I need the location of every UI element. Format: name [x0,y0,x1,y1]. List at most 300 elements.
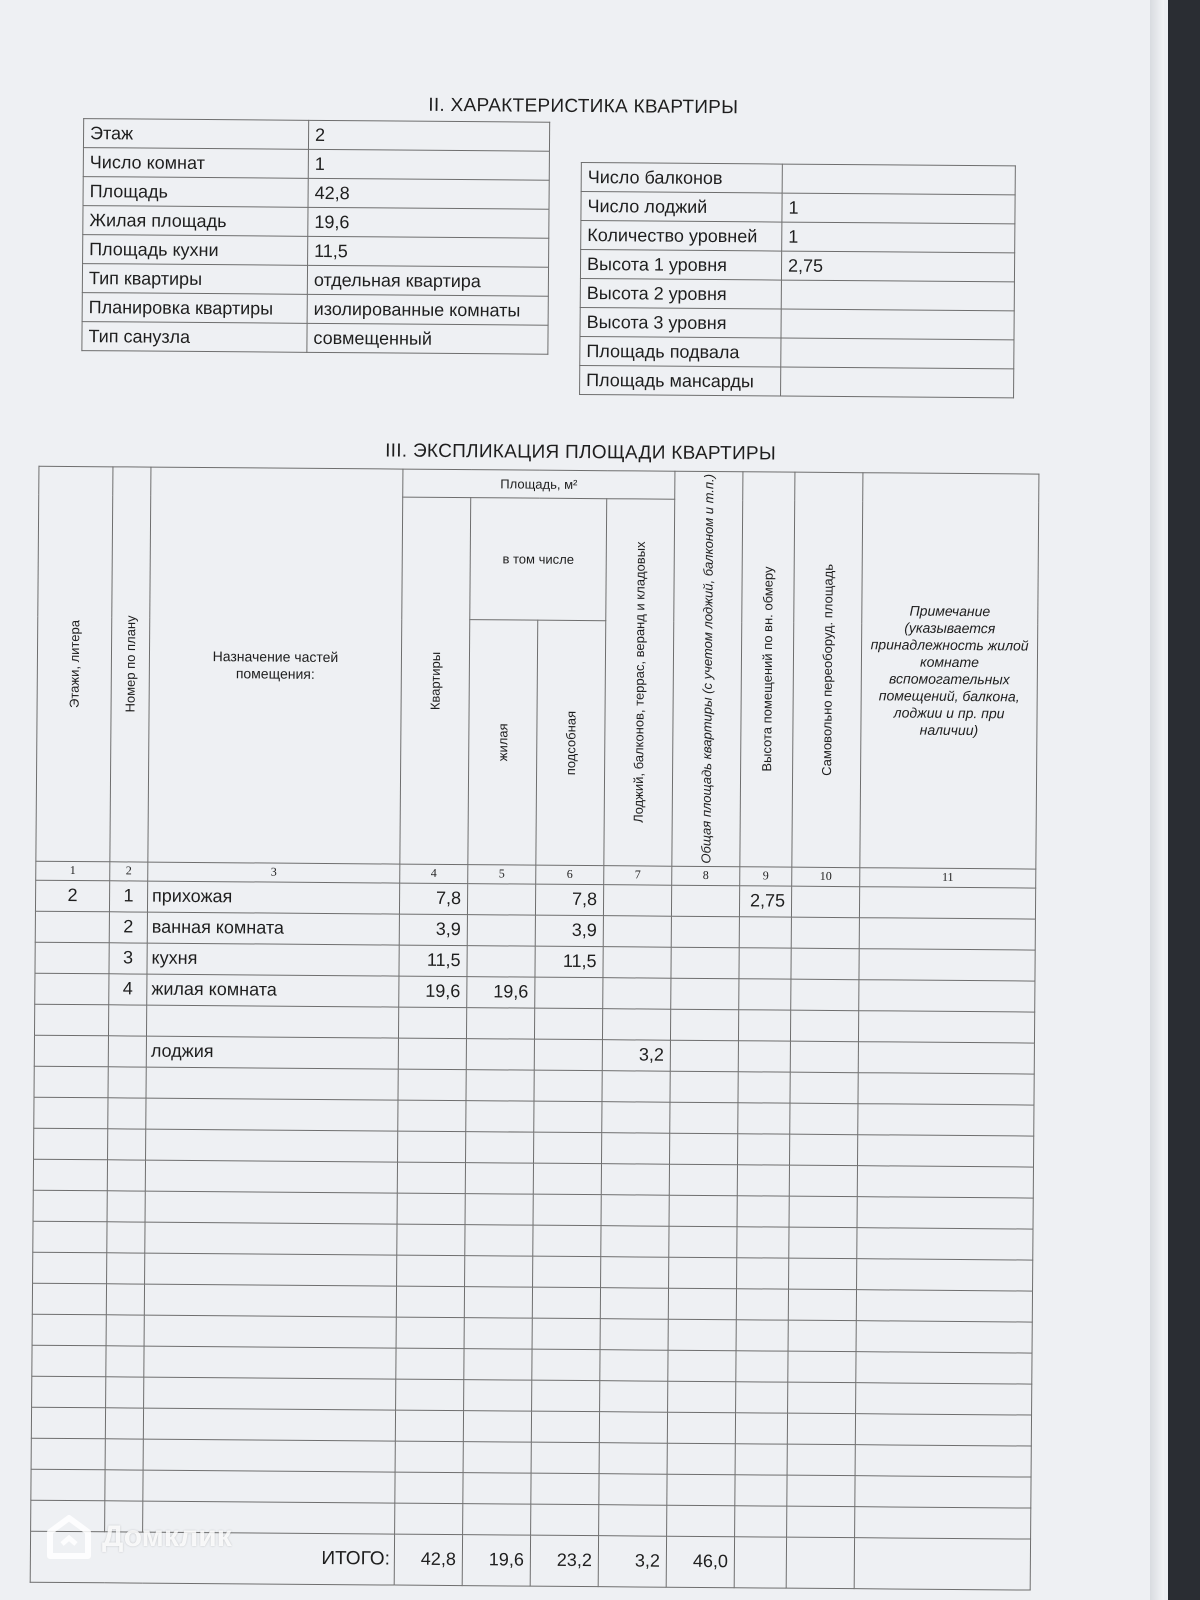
totals-label: ИТОГО: [30,1531,394,1585]
cell-note [858,1072,1034,1104]
cell-name: кухня [147,943,399,976]
cell-floor [33,1221,107,1253]
cell-aux [532,1287,600,1319]
cell-no: 2 [109,911,147,942]
cell-name: лоджия [146,1036,398,1069]
cell-loggia [600,1318,668,1350]
cell-unauth [791,917,859,949]
characteristic-label: Тип санузла [82,322,307,353]
characteristic-row [83,177,549,210]
section-3-title: III. ЭКСПЛИКАЦИЯ ПЛОЩАДИ КВАРТИРЫ [385,440,777,465]
cell-unauth [787,1413,855,1445]
cell-loggia [600,1380,668,1412]
cell-living [467,883,535,915]
cell-living [464,1286,532,1318]
cell-flat [395,1503,463,1535]
cell-unauth [788,1351,856,1383]
cell-note [859,979,1035,1011]
column-index: 4 [400,864,468,884]
cell-flat [397,1255,465,1287]
cell-no [106,1345,144,1376]
cell-flat [396,1286,464,1318]
characteristic-label: Жилая площадь [83,206,308,237]
cell-unauth [787,1444,855,1476]
cell-no [106,1376,144,1407]
cell-living [463,1410,531,1442]
cell-no [108,1097,146,1128]
cell-height [735,1443,787,1474]
cell-name [146,1129,398,1162]
cell-loggia [603,977,671,1009]
header-total-area: Общая площадь квартиры (с учетом лоджий, балконом и т.п.) [672,471,743,866]
cell-height [736,1319,788,1350]
cell-flat: 19,6 [399,976,467,1008]
cell-total [667,1443,735,1475]
cell-living [466,1038,534,1070]
cell-height [739,916,791,947]
characteristic-row [581,162,1015,194]
column-index: 11 [860,867,1036,887]
cell-aux [535,977,603,1009]
cell-total [667,1412,735,1444]
characteristic-label: Площадь мансарды [580,365,781,396]
cell-living [465,1255,533,1287]
cell-height [735,1474,787,1505]
cell-note [855,1444,1031,1476]
cell-living [466,1069,534,1101]
cell-name [146,1098,398,1131]
characteristic-row [82,264,548,297]
cell-note [856,1382,1032,1414]
cell-living [467,914,535,946]
cell-flat [396,1379,464,1411]
characteristic-label: Тип квартиры [82,264,307,295]
section-2-title: II. ХАРАКТЕРИСТИКА КВАРТИРЫ [428,94,739,119]
cell-note [857,1165,1033,1197]
cell-no: 4 [109,973,147,1004]
cell-loggia [599,1442,667,1474]
cell-flat: 11,5 [399,945,467,977]
cell-note [855,1506,1031,1538]
characteristic-label: Высота 3 уровня [580,307,781,338]
cell-no [108,1066,146,1097]
characteristic-value: 1 [782,193,1015,224]
page-edge [1150,0,1164,1600]
cell-total [670,1102,738,1134]
cell-living [465,1193,533,1225]
cell-note [859,1010,1035,1042]
characteristic-value: 2,75 [781,251,1014,282]
cell-height [738,1133,790,1164]
column-index: 3 [148,862,400,883]
cell-name [145,1160,397,1193]
characteristic-label: Число комнат [83,148,308,179]
characteristic-value: 11,5 [308,236,549,267]
cell-flat [396,1317,464,1349]
column-index: 10 [792,867,860,887]
cell-height [735,1505,787,1536]
apartment-characteristics-left [81,118,550,355]
cell-flat [398,1131,466,1163]
cell-no [105,1469,143,1500]
cell-aux [533,1225,601,1257]
cell-no: 3 [109,942,147,973]
cell-height [739,1009,791,1040]
cell-unauth [790,1041,858,1073]
cell-note [856,1289,1032,1321]
cell-total [671,978,739,1010]
cell-floor [32,1376,106,1408]
characteristic-row [83,235,549,268]
cell-height: 2,75 [739,885,791,916]
totals-living: 19,6 [462,1534,530,1586]
cell-aux [533,1256,601,1288]
cell-note [855,1413,1031,1445]
cell-aux [533,1194,601,1226]
cell-height [736,1288,788,1319]
cell-floor [35,942,109,974]
cell-aux: 7,8 [535,884,603,916]
characteristic-value: 1 [782,222,1015,253]
cell-height [737,1164,789,1195]
characteristic-row [580,365,1014,397]
cell-height [738,1040,790,1071]
cell-note [857,1227,1033,1259]
cell-total [671,885,739,917]
cell-name [144,1284,396,1317]
totals-note [854,1537,1030,1589]
cell-loggia [602,1101,670,1133]
cell-loggia [601,1163,669,1195]
document-sheet [6,14,1150,1587]
totals-unauth [786,1537,854,1589]
cell-name [144,1377,396,1410]
cell-floor [35,973,109,1005]
header-loggia: Лоджий, балконов, террас, веранд и кладовых [604,499,675,866]
cell-living [467,945,535,977]
cell-floor [33,1252,107,1284]
cell-aux [531,1442,599,1474]
cell-unauth [791,886,859,918]
cell-floor [33,1159,107,1191]
header-flat: Квартиры [400,497,471,864]
cell-unauth [791,979,859,1011]
characteristic-label: Планировка квартиры [82,293,307,324]
characteristic-label: Площадь подвала [580,336,781,367]
cell-unauth [789,1227,857,1259]
cell-name [144,1315,396,1348]
characteristic-row [581,220,1015,252]
cell-name [145,1191,397,1224]
cell-name [146,1005,398,1038]
cell-flat [395,1441,463,1473]
characteristic-label: Этаж [83,119,308,150]
cell-flat [395,1410,463,1442]
cell-total [671,947,739,979]
totals-height [734,1536,786,1587]
cell-loggia [600,1287,668,1319]
characteristic-label: Площадь [83,177,308,208]
cell-height [736,1350,788,1381]
column-index: 6 [536,865,604,885]
cell-name [143,1439,395,1472]
cell-total [670,1071,738,1103]
cell-flat [397,1193,465,1225]
cell-total [669,1226,737,1258]
cell-floor [35,911,109,943]
column-index: 1 [36,861,110,881]
characteristic-value: 2 [308,120,549,151]
characteristic-label: Высота 2 уровня [580,278,781,309]
cell-no [108,1128,146,1159]
cell-unauth [790,1103,858,1135]
cell-no [107,1252,145,1283]
cell-height [736,1381,788,1412]
cell-aux: 3,9 [535,915,603,947]
characteristic-value: совмещенный [307,323,548,354]
cell-floor [32,1314,106,1346]
cell-loggia [602,1132,670,1164]
cell-unauth [787,1506,855,1538]
cell-no [105,1438,143,1469]
header-purpose: Назначение частей помещения: [148,467,403,864]
cell-note [858,1134,1034,1166]
cell-flat [396,1348,464,1380]
header-living: жилая [468,620,538,865]
cell-no [107,1221,145,1252]
cell-total [667,1474,735,1506]
characteristic-value [781,280,1014,311]
cell-aux [534,1132,602,1164]
characteristic-value: изолированные комнаты [307,294,548,325]
cell-height [737,1195,789,1226]
cell-name: жилая комната [147,974,399,1007]
cell-aux [534,1070,602,1102]
cell-unauth [789,1258,857,1290]
cell-no [107,1159,145,1190]
cell-name [145,1253,397,1286]
cell-total [671,1009,739,1041]
cell-note [857,1258,1033,1290]
characteristic-label: Высота 1 уровня [580,249,781,280]
cell-height [738,1102,790,1133]
cell-loggia [599,1473,667,1505]
cell-note [856,1320,1032,1352]
cell-living [465,1162,533,1194]
cell-no [108,1004,146,1035]
cell-unauth [790,1134,858,1166]
cell-floor [34,1128,108,1160]
cell-loggia [601,1194,669,1226]
characteristic-row [581,191,1015,223]
header-auxiliary: подсобная [536,621,606,866]
totals-flat: 42,8 [394,1534,462,1586]
cell-unauth [787,1475,855,1507]
cell-total [669,1164,737,1196]
watermark [46,1514,232,1560]
characteristic-row [580,307,1014,339]
cell-no [106,1283,144,1314]
cell-unauth [789,1196,857,1228]
cell-floor [31,1407,105,1439]
cell-height [737,1257,789,1288]
cell-flat [398,1100,466,1132]
watermark-text: Домклик [102,1520,232,1553]
characteristic-row [580,278,1014,310]
cell-unauth [789,1165,857,1197]
cell-name: прихожая [147,881,399,914]
characteristic-label: Число лоджий [581,191,782,222]
cell-note [857,1196,1033,1228]
characteristic-row [82,322,548,355]
characteristic-row [83,148,549,181]
header-unauthorized-area: Самовольно переоборуд. площадь [792,472,863,867]
characteristic-label: Количество уровней [581,220,782,251]
cell-name: ванная комната [147,912,399,945]
characteristic-row [83,206,549,239]
characteristic-value [781,367,1014,398]
apartment-characteristics-right [579,162,1016,398]
cell-floor [34,1097,108,1129]
cell-loggia [600,1349,668,1381]
totals-aux: 23,2 [530,1535,598,1587]
cell-total [669,1195,737,1227]
characteristic-row [82,293,548,326]
cell-aux [532,1349,600,1381]
cell-floor: 2 [35,880,109,912]
cell-unauth [790,1072,858,1104]
cell-aux [531,1473,599,1505]
cell-floor [34,1035,108,1067]
cell-unauth [791,948,859,980]
cell-aux [531,1411,599,1443]
characteristic-label: Число балконов [581,162,782,193]
cell-aux [532,1318,600,1350]
cell-note [859,917,1035,949]
cell-note [858,1041,1034,1073]
cell-living [464,1317,532,1349]
cell-loggia: 3,2 [602,1039,670,1071]
cell-floor [31,1469,105,1501]
header-area-group: Площадь, м² [403,469,675,499]
characteristic-value: 1 [308,149,549,180]
cell-no [106,1314,144,1345]
cell-living [466,1007,534,1039]
cell-name [143,1408,395,1441]
cell-flat [395,1472,463,1504]
cell-aux [534,1101,602,1133]
cell-total [670,1040,738,1072]
cell-loggia [599,1411,667,1443]
cell-note [859,886,1035,918]
cell-name [146,1067,398,1100]
header-height: Высота помещений по вн. обмеру [740,472,795,867]
header-plan-number: Номер по плану [110,467,151,862]
cell-living [466,1131,534,1163]
cell-living [463,1472,531,1504]
cell-aux: 11,5 [535,946,603,978]
characteristic-row [580,336,1014,368]
cell-no [105,1407,143,1438]
cell-living [464,1379,532,1411]
characteristic-value: 42,8 [308,178,549,209]
cell-aux [534,1039,602,1071]
characteristic-row [580,249,1014,281]
cell-flat: 3,9 [399,914,467,946]
cell-floor [31,1438,105,1470]
cell-living [464,1348,532,1380]
characteristic-value [781,309,1014,340]
header-note: Примечание (указывается принадлежность жилой комнате вспомогательных помещений, балкона, лоджии и пр. при наличии) [860,473,1039,869]
cell-aux [534,1008,602,1040]
cell-unauth [788,1382,856,1414]
header-including: в том числе [470,498,607,622]
characteristic-label: Площадь кухни [83,235,308,266]
cell-height [739,978,791,1009]
cell-height [737,1226,789,1257]
cell-flat [398,1069,466,1101]
column-index: 7 [604,865,672,885]
characteristic-value: отдельная квартира [307,265,548,296]
cell-name [143,1470,395,1503]
cell-loggia [599,1504,667,1536]
cell-no [107,1190,145,1221]
cell-living [463,1503,531,1535]
cell-note [858,1103,1034,1135]
cell-loggia [603,946,671,978]
cell-aux [531,1504,599,1536]
cell-height [739,947,791,978]
cell-unauth [788,1289,856,1321]
cell-loggia [602,1070,670,1102]
characteristic-value: 19,6 [308,207,549,238]
column-index: 9 [740,866,792,885]
cell-loggia [603,915,671,947]
characteristic-value [781,338,1014,369]
cell-loggia [603,884,671,916]
cell-name [145,1222,397,1255]
cell-living [463,1441,531,1473]
column-index: 2 [110,861,148,880]
cell-flat [397,1224,465,1256]
cell-total [668,1381,736,1413]
cell-note [856,1351,1032,1383]
cell-aux [532,1380,600,1412]
characteristic-value [782,164,1015,195]
characteristic-row [83,119,549,152]
cell-height [738,1071,790,1102]
cell-total [667,1505,735,1537]
cell-total [668,1350,736,1382]
totals-loggia: 3,2 [598,1535,666,1587]
cell-floor [32,1345,106,1377]
cell-no: 1 [109,880,147,911]
cell-flat: 7,8 [399,883,467,915]
cell-flat [397,1162,465,1194]
cell-total [670,1133,738,1165]
cell-note [855,1475,1031,1507]
cell-note [859,948,1035,980]
cell-loggia [602,1008,670,1040]
column-index: 8 [672,866,740,886]
cell-floor [34,1066,108,1098]
cell-floor [32,1283,106,1315]
column-index: 5 [468,864,536,884]
cell-total [668,1288,736,1320]
cell-total [668,1319,736,1351]
cell-total [671,916,739,948]
cell-total [669,1257,737,1289]
